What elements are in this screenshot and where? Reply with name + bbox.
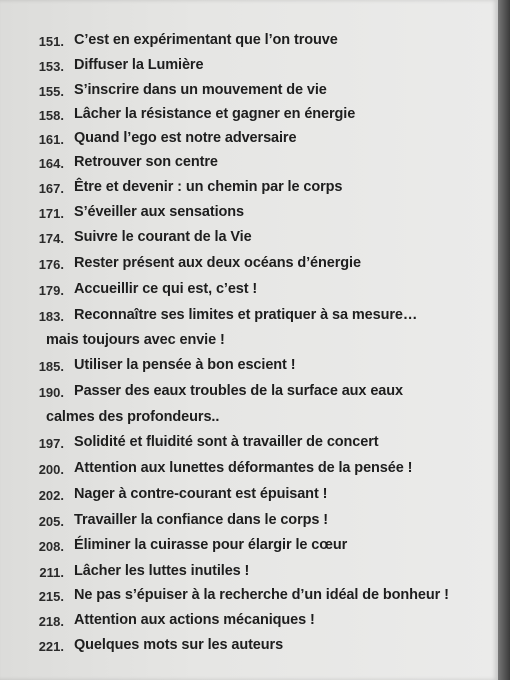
entry-title: C’est en expérimentant que l’on trouve <box>74 32 338 48</box>
entry-title: Solidité et fluidité sont à travailler de concert <box>74 434 379 450</box>
page-number: 158. <box>38 108 64 123</box>
page-number: 153. <box>38 59 64 74</box>
entry-title: Ne pas s’épuiser à la recherche d’un idéal de bonheur ! <box>74 587 449 603</box>
page-number: 174. <box>38 231 64 246</box>
entry-title: S’inscrire dans un mouvement de vie <box>74 82 327 98</box>
page-number: 211. <box>39 565 64 580</box>
page-number: 185. <box>38 359 64 374</box>
entry-title: Nager à contre-courant est épuisant ! <box>74 486 328 502</box>
page-number: 202. <box>38 488 64 503</box>
page-number: 208. <box>38 539 64 554</box>
entry-title: Suivre le courant de la Vie <box>74 229 252 245</box>
page-number: 176. <box>38 257 64 272</box>
entry-title-continuation: mais toujours avec envie ! <box>46 332 225 348</box>
page-number: 164. <box>38 156 64 171</box>
entry-title-continuation: calmes des profondeurs.. <box>46 409 220 425</box>
page-edge-shadow <box>498 0 510 680</box>
page-number: 183. <box>38 309 64 324</box>
entry-title: Lâcher les luttes inutiles ! <box>74 563 250 579</box>
entry-title: Rester présent aux deux océans d’énergie <box>74 255 361 271</box>
entry-title: Diffuser la Lumière <box>74 57 204 73</box>
page-number: 161. <box>38 132 64 147</box>
page-number: 218. <box>38 614 64 629</box>
page-number: 215. <box>38 589 64 604</box>
entry-title: Lâcher la résistance et gagner en énergie <box>74 106 356 122</box>
entry-title: S’éveiller aux sensations <box>74 204 244 220</box>
entry-title: Éliminer la cuirasse pour élargir le cœur <box>74 537 348 553</box>
entry-title: Passer des eaux troubles de la surface aux eaux <box>74 383 403 399</box>
entry-title: Quand l’ego est notre adversaire <box>74 130 297 146</box>
entry-title: Accueillir ce qui est, c’est ! <box>74 281 258 297</box>
entry-title: Être et devenir : un chemin par le corps <box>74 179 343 195</box>
page-number: 179. <box>38 283 64 298</box>
page-number: 151. <box>38 34 64 49</box>
page-number: 155. <box>38 84 64 99</box>
entry-title: Retrouver son centre <box>74 154 218 170</box>
page-number: 190. <box>38 385 64 400</box>
page-number: 221. <box>38 639 64 654</box>
entry-title: Quelques mots sur les auteurs <box>74 637 284 653</box>
entry-title: Attention aux actions mécaniques ! <box>74 612 315 628</box>
page-number: 167. <box>38 181 64 196</box>
page-number: 200. <box>38 462 64 477</box>
entry-title: Reconnaître ses limites et pratiquer à sa mesure… <box>74 307 418 323</box>
page-number: 197. <box>38 436 64 451</box>
entry-title: Attention aux lunettes déformantes de la pensée ! <box>74 460 413 476</box>
page-number: 171. <box>38 206 64 221</box>
entry-title: Utiliser la pensée à bon escient ! <box>74 357 296 373</box>
page-number: 205. <box>38 514 64 529</box>
entry-title: Travailler la confiance dans le corps ! <box>74 512 328 528</box>
